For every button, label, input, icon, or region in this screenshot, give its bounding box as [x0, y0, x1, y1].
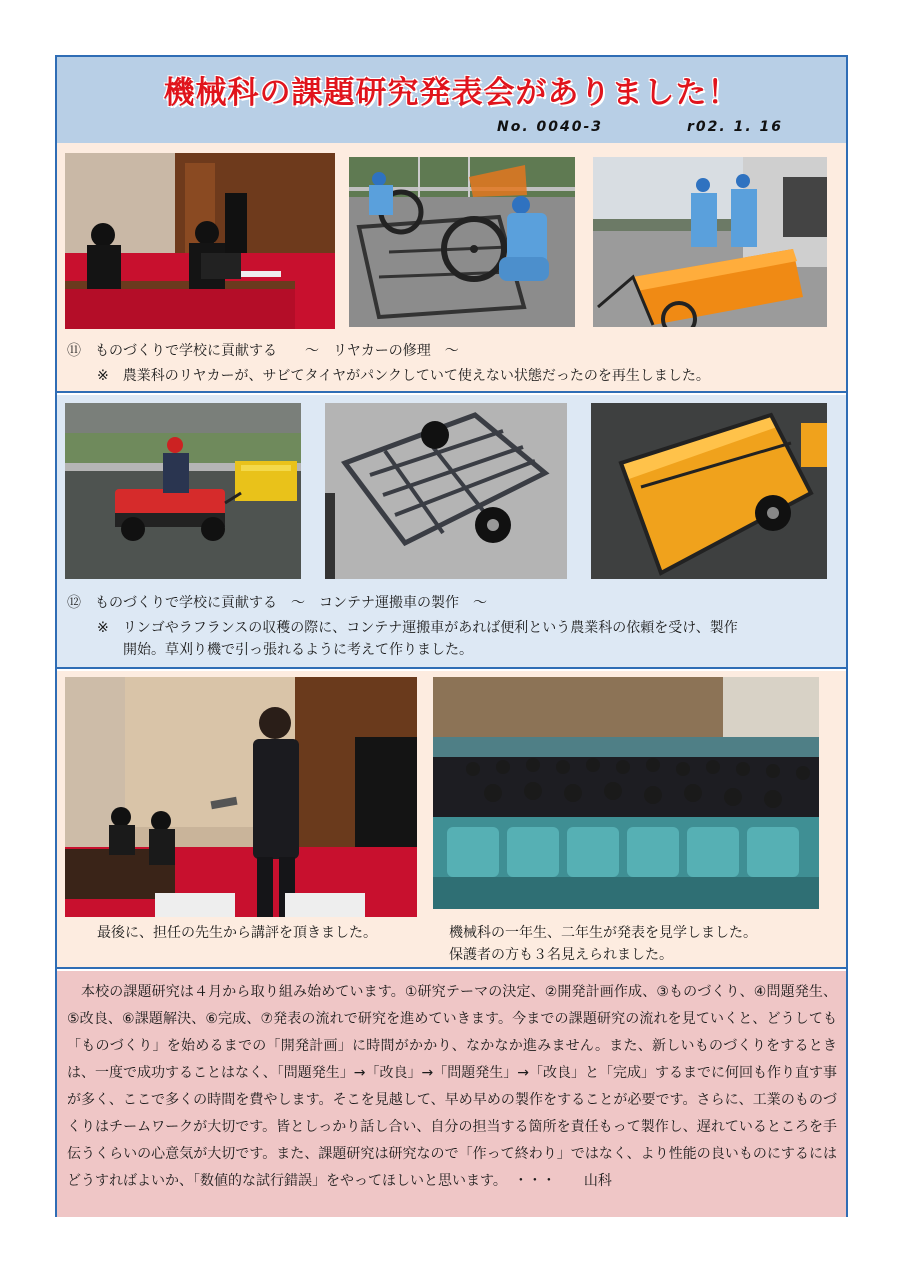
issue-date: r02. 1. 16	[687, 119, 783, 135]
orange-container-carrier-photo	[591, 403, 827, 579]
issue-number: No. 0040-3	[497, 119, 604, 135]
audience-caption-line2: 保護者の方も３名見えられました。	[449, 947, 673, 963]
newsletter-frame	[55, 55, 848, 1217]
section2-note-line2: 開始。草刈り機で引っ張れるように考えて作りました。	[123, 642, 473, 658]
header	[57, 57, 846, 145]
audience-caption-line1: 機械科の一年生、二年生が発表を見学しました。	[449, 925, 757, 941]
section1-caption: ⑪ ものづくりで学校に貢献する ～ リヤカーの修理 ～	[67, 343, 459, 359]
section-summary	[57, 971, 846, 1217]
audience-photo	[433, 677, 819, 909]
teacher-remarks-photo	[65, 677, 417, 917]
mower-towing-photo	[65, 403, 301, 579]
metal-carrier-frame-photo	[325, 403, 567, 579]
cart-wheel-repair-photo	[349, 157, 575, 327]
presentation-stage-photo	[65, 153, 335, 329]
section2-note-line1: ※ リンゴやラフランスの収穫の際に、コンテナ運搬車があれば便利という農業科の依頼を受け、製作	[97, 620, 738, 636]
section-remarks-audience	[57, 671, 846, 969]
repaired-cart-photo	[593, 157, 827, 327]
section1-note: ※ 農業科のリヤカーが、サビてタイヤがパンクしていて使えない状態だったのを再生しました。	[97, 368, 710, 384]
teacher-caption: 最後に、担任の先生から講評を頂きました。	[97, 925, 377, 941]
page-title: 機械科の課題研究発表会がありました！	[163, 75, 740, 111]
section2-caption: ⑫ ものづくりで学校に貢献する ～ コンテナ運搬車の製作 ～	[67, 595, 487, 611]
summary-text: 本校の課題研究は４月から取り組み始めています。①研究テーマの決定、②開発計画作成、③ものづくり、④問題発生、⑤改良、⑥課題解決、⑥完成、⑦発表の流れで研究を進めていきます。今までの課題研究の流れを見ていくと、どうしても「ものづくり」を始めるまでの「開発計画」に時間がかかり、なかなか進みません。また、新しいものづくりをするときは、一度で成功することはなく、「問題発生」→「改良」→「問題発生」→「改良」と「完成」するまでに何回も作り直す事が多く、ここで多くの時間を費やします。そこを見越して、早め早めの製作をすることが必要です。さらに、工業のものづくりはチームワークが大切です。皆としっかり話し合い、自分の担当する箇所を責任もって製作し、遅れているところを手伝うくらいの心意気が大切です。また、課題研究は研究なので「作って終わり」ではなく、より性能の良いものにするにはどうすればよいか、「数値的な試行錯誤」をやってほしいと思います。 ・・・ 山科	[67, 984, 837, 1189]
section-container-carrier	[57, 395, 846, 669]
section-rear-cart-repair	[57, 143, 846, 393]
